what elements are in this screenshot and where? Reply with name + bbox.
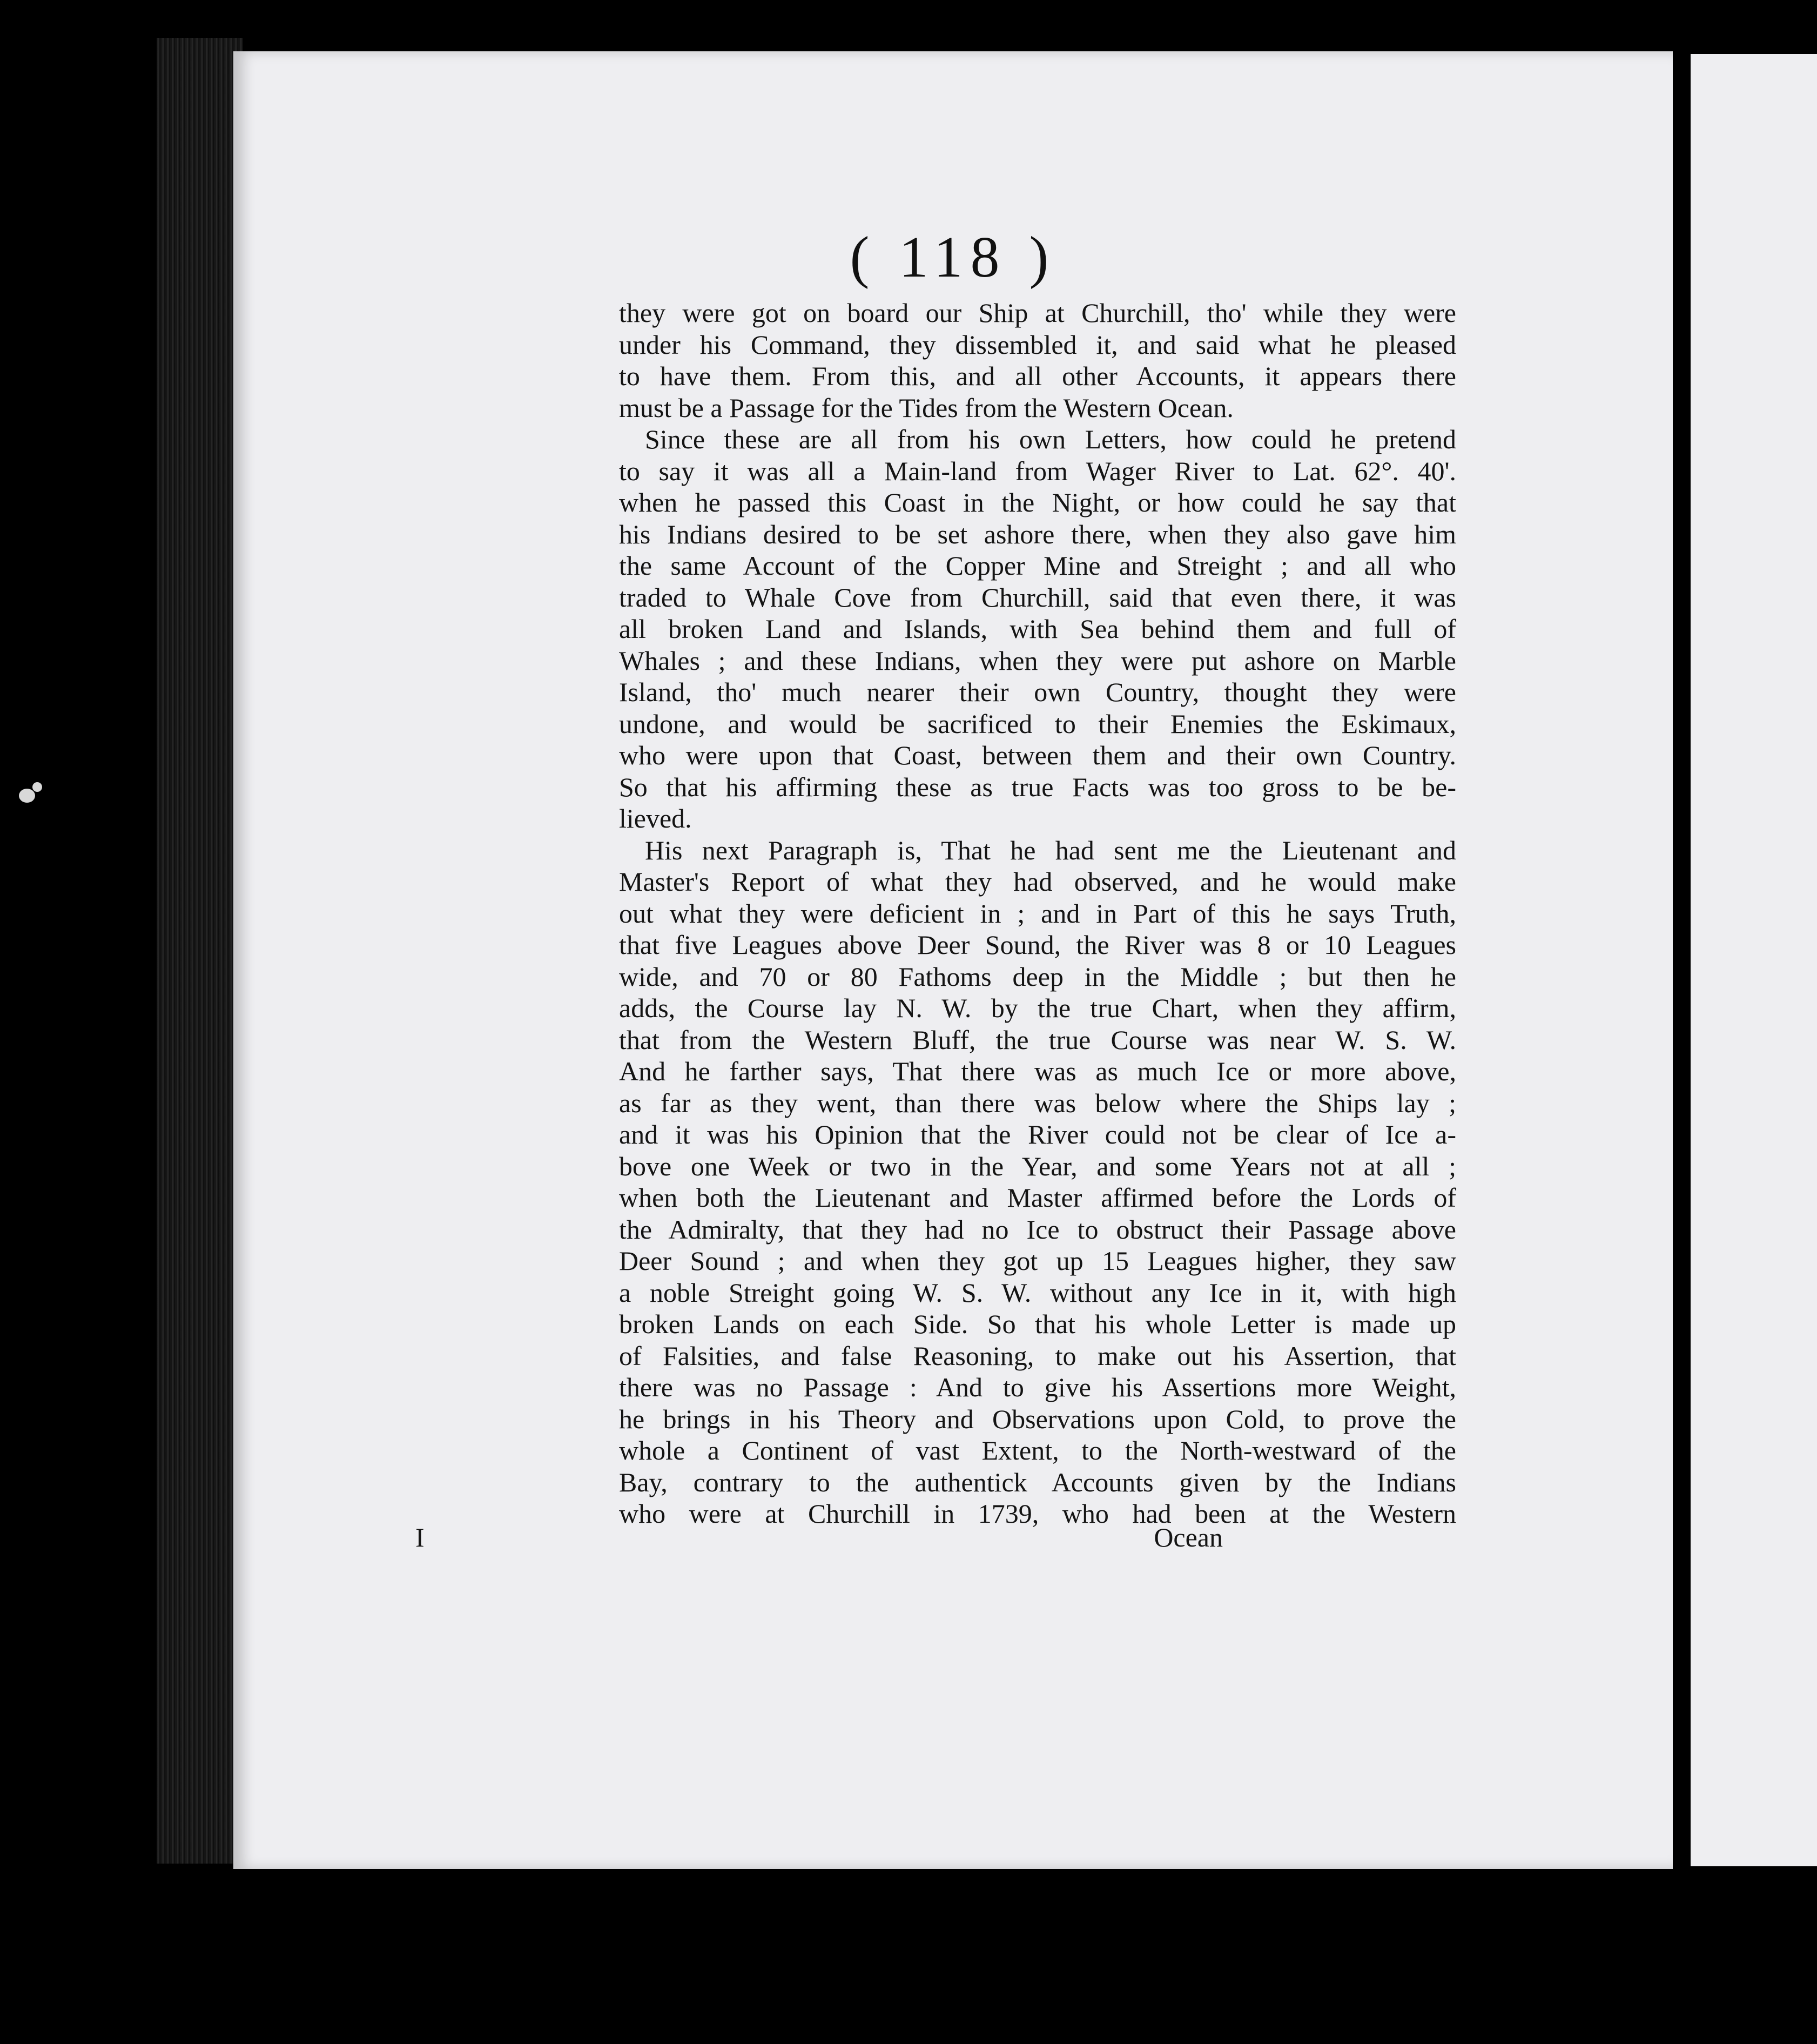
text-line: His next Paragraph is, That he had sent me the Lieutenant and: [645, 835, 1456, 865]
scan-speck: [32, 782, 42, 792]
text-line: broken Lands on each Side. So that his whole Letter is made up: [619, 1309, 1456, 1339]
text-line: Island, tho' much nearer their own Country, thought they were: [619, 677, 1456, 707]
facing-page-edge: [1691, 54, 1817, 1866]
text-line: to have them. From this, and all other Accounts, it appears there: [619, 361, 1456, 391]
text-line: under his Command, they dissembled it, and said what he pleased: [619, 329, 1456, 360]
text-line: the Admiralty, that they had no Ice to obstruct their Passage above: [619, 1214, 1456, 1245]
text-line: must be a Passage for the Tides from the Western Ocean.: [619, 392, 1234, 423]
text-line: they were got on board our Ship at Churchill, tho' while they were: [619, 298, 1456, 328]
body-text: [619, 297, 1456, 1530]
text-line: And he farther says, That there was as much Ice or more above,: [619, 1056, 1456, 1086]
text-line: Since these are all from his own Letters, how could he pretend: [645, 424, 1456, 454]
scan-speck: [19, 789, 35, 803]
text-line: Master's Report of what they had observed, and he would make: [619, 866, 1456, 897]
text-line: that five Leagues above Deer Sound, the River was 8 or 10 Leagues: [619, 930, 1456, 960]
text-line: there was no Passage : And to give his Assertions more Weight,: [619, 1372, 1456, 1402]
book-page: [233, 51, 1673, 1869]
text-line: adds, the Course lay N. W. by the true Chart, when they affirm,: [619, 993, 1456, 1023]
text-line: traded to Whale Cove from Churchill, said that even there, it was: [619, 582, 1456, 613]
text-line: as far as they went, than there was below where the Ships lay ;: [619, 1087, 1456, 1118]
text-line: out what they were deficient in ; and in Part of this he says Truth,: [619, 898, 1456, 929]
text-line: Bay, contrary to the authentick Accounts given by the Indians: [619, 1467, 1456, 1497]
text-line: when he passed this Coast in the Night, or how could he say that: [619, 487, 1456, 517]
page-footer: [386, 1522, 1223, 1559]
text-line: whole a Continent of vast Extent, to the North-westward of the: [619, 1435, 1456, 1465]
text-line: who were at Churchill in 1739, who had been at the Western: [619, 1498, 1456, 1529]
text-line: the same Account of the Copper Mine and Streight ; and all who: [619, 550, 1456, 581]
text-line: bove one Week or two in the Year, and some Years not at all ;: [619, 1151, 1456, 1181]
text-line: Deer Sound ; and when they got up 15 Leagues higher, they saw: [619, 1246, 1456, 1276]
text-line: wide, and 70 or 80 Fathoms deep in the Middle ; but then he: [619, 961, 1456, 992]
text-line: of Falsities, and false Reasoning, to make out his Assertion, that: [619, 1340, 1456, 1371]
book-edge: [157, 38, 243, 1864]
text-line: Whales ; and these Indians, when they were put ashore on Marble: [619, 645, 1456, 676]
page-number-header: ( 118 ): [850, 225, 1056, 290]
text-line: when both the Lieutenant and Master affirmed before the Lords of: [619, 1182, 1456, 1213]
signature-mark: I: [415, 1522, 425, 1552]
text-line: who were upon that Coast, between them and their own Country.: [619, 740, 1456, 770]
text-line: his Indians desired to be set ashore there, when they also gave him: [619, 519, 1456, 549]
text-line: undone, and would be sacrificed to their Enemies the Eskimaux,: [619, 708, 1456, 739]
text-line: lieved.: [619, 803, 692, 833]
text-line: to say it was all a Main-land from Wager River to Lat. 62°. 40'.: [619, 455, 1456, 486]
catchword: Ocean: [1154, 1522, 1223, 1552]
text-line: he brings in his Theory and Observations upon Cold, to prove the: [619, 1403, 1456, 1434]
text-line: So that his affirming these as true Facts was too gross to be be-: [619, 771, 1456, 802]
text-line: that from the Western Bluff, the true Course was near W. S. W.: [619, 1024, 1456, 1055]
text-line: and it was his Opinion that the River could not be clear of Ice a-: [619, 1119, 1456, 1149]
text-line: all broken Land and Islands, with Sea behind them and full of: [619, 614, 1456, 644]
text-line: a noble Streight going W. S. W. without any Ice in it, with high: [619, 1277, 1456, 1308]
